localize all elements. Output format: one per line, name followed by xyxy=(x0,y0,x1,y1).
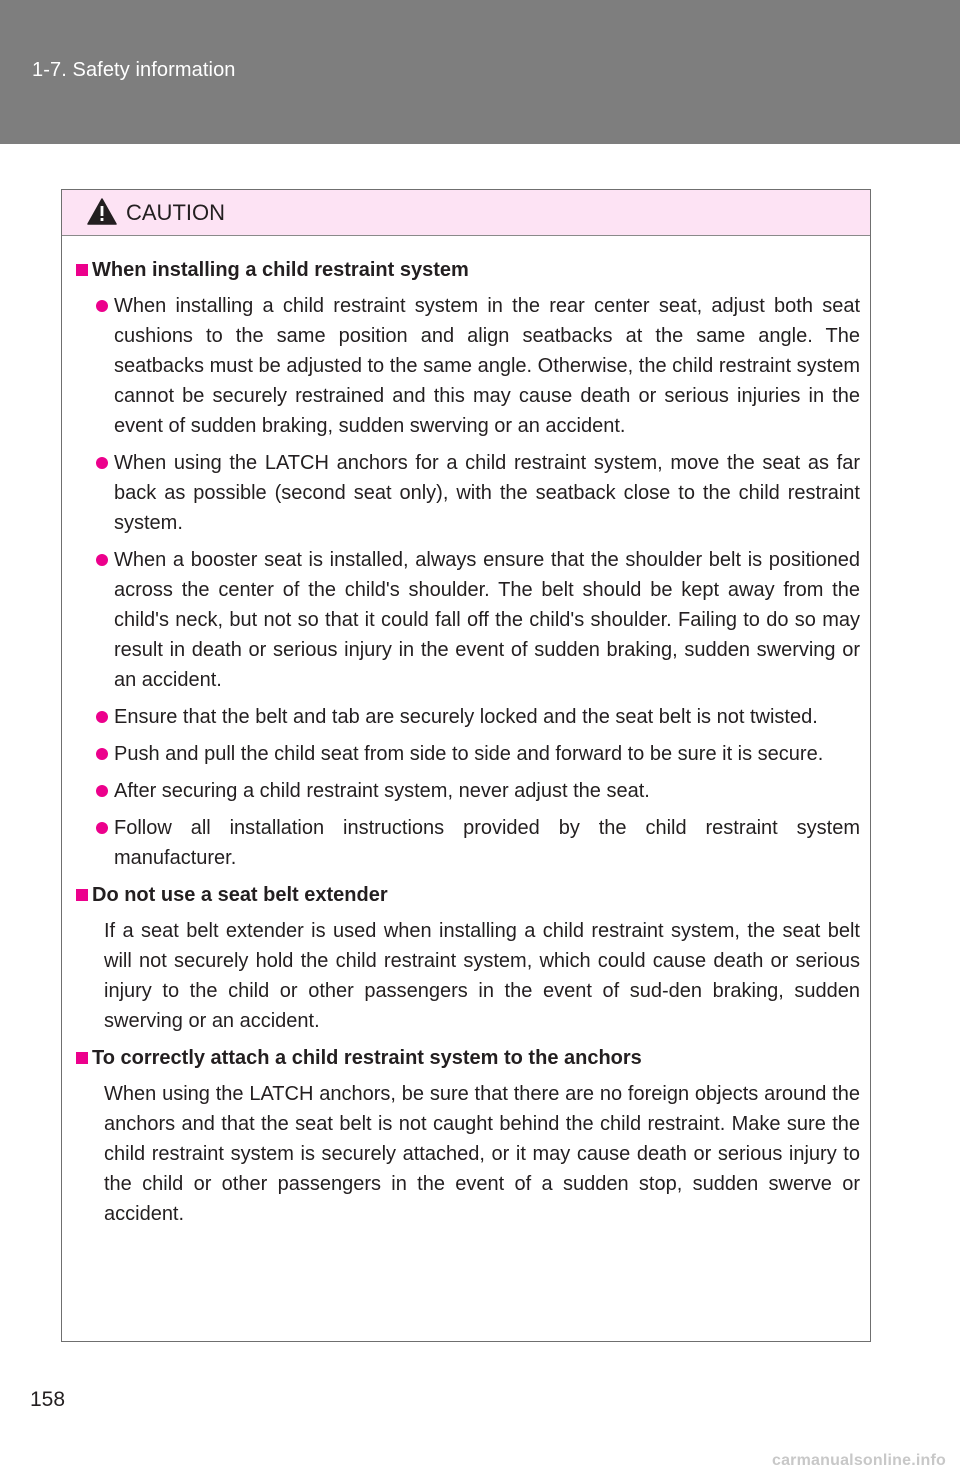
section-heading xyxy=(76,880,860,910)
section-paragraph: If a seat belt extender is used when installing a child restraint system, the seat belt will not securely hold the child restraint system, which could cause death or serious injury to the child or other passengers in the event of sud-den braking, sudden swerving or an accident. xyxy=(104,920,860,1032)
list-item xyxy=(96,545,860,695)
section-paragraph: When using the LATCH anchors, be sure that there are no foreign objects around the anchors and that the seat belt is not caught behind the child restraint. Make sure the child restraint system is securely attached, or it may cause death or serious injury to the child or other passengers in the event of a sudden stop, sudden swerve or accident. xyxy=(104,1083,860,1225)
list-item-text: When using the LATCH anchors for a child restraint system, move the seat as far back as possible (second seat only), with the seatback close to the child restraint system. xyxy=(114,452,860,534)
caution-header xyxy=(62,190,870,236)
list-item-text: When installing a child restraint system in the rear center seat, adjust both seat cushions to the same position and align seatbacks at the same angle. The seatbacks must be adjusted to the same angle. Otherwise, the child restraint system cannot be securely restrained and this may cause death or serious injuries in the event of sudden braking, sudden swerving or an accident. xyxy=(114,295,860,437)
round-bullet-icon xyxy=(96,748,108,760)
square-bullet-icon xyxy=(76,1052,88,1064)
section-heading xyxy=(76,255,860,285)
caution-box xyxy=(61,189,871,1342)
list-item-text: Follow all installation instructions provided by the child restraint system manufacturer. xyxy=(114,817,860,869)
list-item xyxy=(96,291,860,441)
square-bullet-icon xyxy=(76,889,88,901)
section-title: 1-7. Safety information xyxy=(32,59,236,81)
square-bullet-icon xyxy=(76,264,88,276)
section-heading xyxy=(76,1043,860,1073)
section-heading-text: When installing a child restraint system xyxy=(92,259,469,281)
page-number: 158 xyxy=(30,1388,66,1411)
list-item-text: Push and pull the child seat from side to side and forward to be sure it is secure. xyxy=(114,743,824,765)
bullet-list xyxy=(76,291,860,873)
round-bullet-icon xyxy=(96,785,108,797)
caution-body xyxy=(62,236,870,1229)
section-heading-text: To correctly attach a child restraint system to the anchors xyxy=(92,1047,642,1069)
round-bullet-icon xyxy=(96,300,108,312)
list-item xyxy=(96,448,860,538)
round-bullet-icon xyxy=(96,554,108,566)
list-item-text: When a booster seat is installed, always ensure that the shoulder belt is positioned across the center of the child's shoulder. The belt should be kept away from the child's neck, but not so that it could fall off the child's shoulder. Failing to do so may result in death or serious injury in the event of sudden braking, sudden swerving or an accident. xyxy=(114,549,860,691)
list-item xyxy=(96,776,860,806)
list-item xyxy=(96,813,860,873)
caution-label: CAUTION xyxy=(126,200,225,225)
list-item-text: Ensure that the belt and tab are securely locked and the seat belt is not twisted. xyxy=(114,706,818,728)
round-bullet-icon xyxy=(96,822,108,834)
watermark: carmanualsonline.info xyxy=(771,1452,946,1469)
list-item xyxy=(96,739,860,769)
page-header xyxy=(0,0,960,144)
list-item xyxy=(96,702,860,732)
warning-icon xyxy=(87,198,117,225)
round-bullet-icon xyxy=(96,711,108,723)
section-heading-text: Do not use a seat belt extender xyxy=(92,884,388,906)
list-item-text: After securing a child restraint system, never adjust the seat. xyxy=(114,780,650,802)
round-bullet-icon xyxy=(96,457,108,469)
